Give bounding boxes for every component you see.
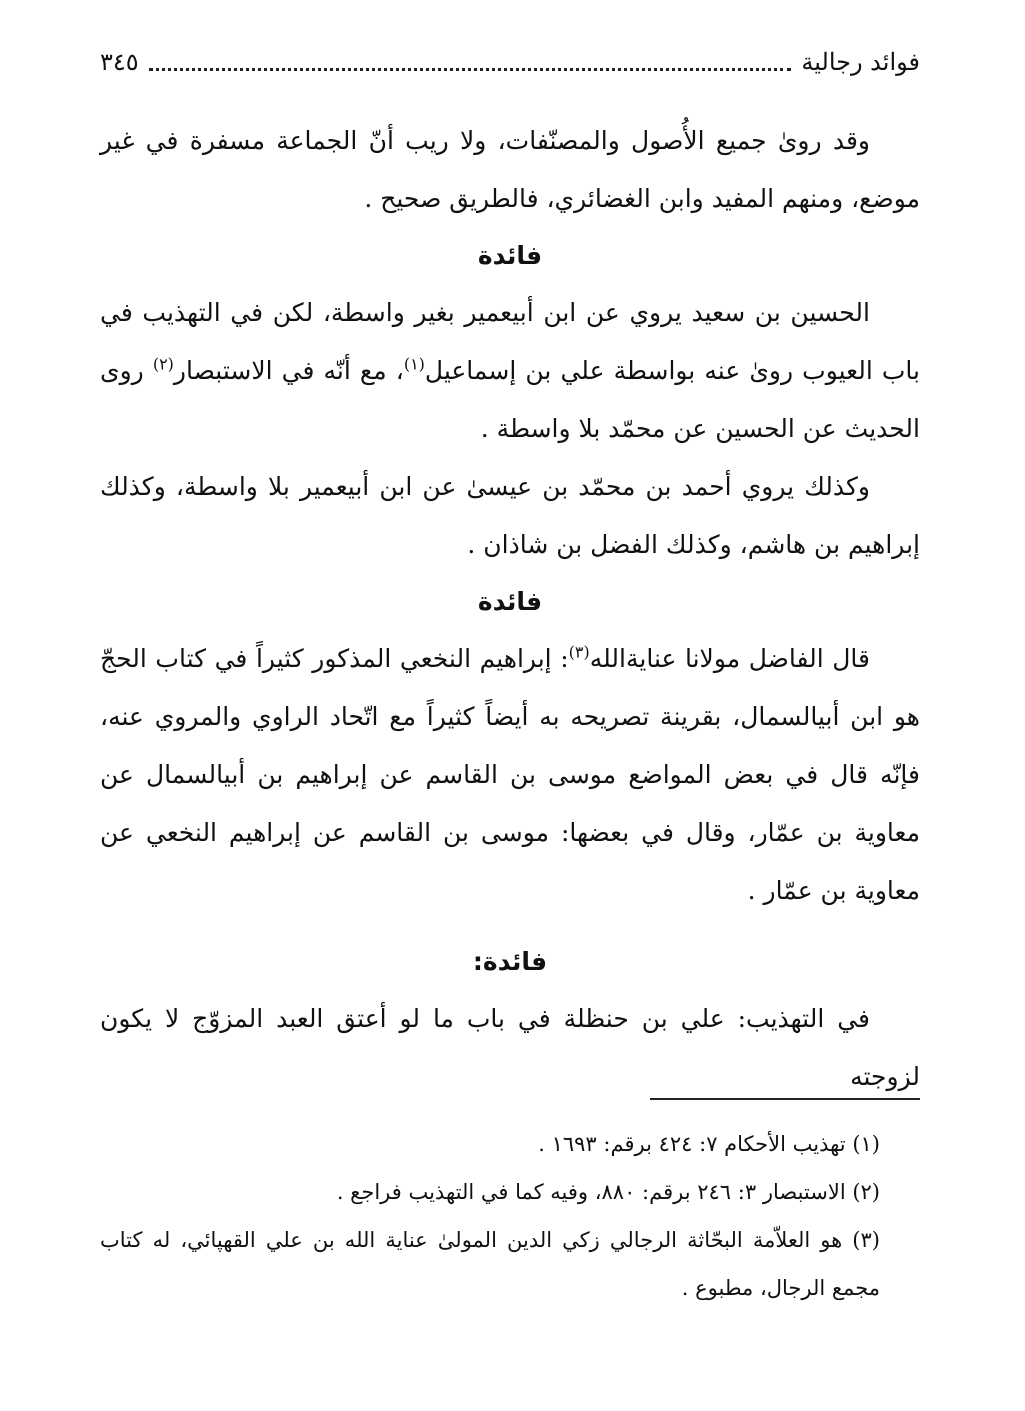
section-heading-2: فائدة xyxy=(477,587,543,616)
paragraph-4-text-a: قال الفاضل مولانا عنايةالله xyxy=(589,644,870,673)
footnote-1: (١) تهذيب الأحكام ٧: ٤٢٤ برقم: ١٦٩٣ . xyxy=(538,1132,880,1156)
paragraph-1: وقد رویٰ جميع الأُصول والمصنّفات، ولا ريب أنّ الجماعة مسفرة في غير موضع، ومنهم المفيد وابن الغضائري، فالطريق صحيح . xyxy=(100,126,920,213)
footnotes xyxy=(100,1120,920,1312)
paragraph-3: وكذلك يروي أحمد بن محمّد بن عيسىٰ عن ابن أبيعمير بلا واسطة، وكذلك إبراهيم بن هاشم، وكذلك الفضل بن شاذان . xyxy=(100,472,920,559)
paragraph-2-text-b: ، مع أنّه في الاستبصار xyxy=(173,356,404,385)
running-head xyxy=(100,44,920,80)
section-heading-1: فائدة xyxy=(477,241,543,270)
paragraph-2-text-c: روى الحديث عن الحسين عن محمّد بلا واسطة . xyxy=(100,356,920,443)
footnote-separator xyxy=(650,1098,920,1100)
running-head-title: فوائد رجالية xyxy=(801,48,920,76)
page-number: ٣٤٥ xyxy=(100,48,139,76)
paragraph-2 xyxy=(100,284,920,458)
footnote-3: (٣) هو العلاّمة البحّاثة الرجالي زكي الدين المولىٰ عناية الله بن علي القهپائي، له كتاب مجمع الرجال، مطبوع . xyxy=(100,1228,880,1300)
paragraph-4-text-b: : إبراهيم النخعي المذكور كثيراً في كتاب الحجّ هو ابن أبيالسمال، بقرينة تصريحه به أيضاً كثيراً مع اتّحاد الراوي والمروي عنه، فإنّه قال في بعض المواضع موسى بن القاسم عن إبراهيم بن أبيالسمال عن معاوية بن عمّار، وقال في بعضها: موسى بن القاسم عن إبراهيم النخعي عن معاوية بن عمّار . xyxy=(100,644,920,905)
footnote-ref-2[interactable]: (٢) xyxy=(152,354,174,374)
paragraph-2-text-a: الحسين بن سعيد يروي عن ابن أبيعمير بغير واسطة، لكن في التهذيب في باب العيوب رویٰ عنه بواسطة علي بن إسماعيل xyxy=(100,298,920,385)
footnote-ref-3[interactable]: (٣) xyxy=(568,642,590,662)
section-heading-3: فائدة: xyxy=(472,947,548,976)
book-page xyxy=(100,0,920,1411)
leader-dots xyxy=(149,54,792,71)
footnote-2: (٢) الاستبصار ٣: ٢٤٦ برقم: ٨٨٠، وفيه كما في التهذيب فراجع . xyxy=(336,1180,880,1204)
paragraph-5: في التهذيب: علي بن حنظلة في باب ما لو أعتق العبد المزوّج لا يكون لزوجته xyxy=(100,1004,920,1091)
paragraph-4 xyxy=(100,630,920,920)
footnote-ref-1[interactable]: (١) xyxy=(403,354,425,374)
main-text xyxy=(100,112,920,1106)
